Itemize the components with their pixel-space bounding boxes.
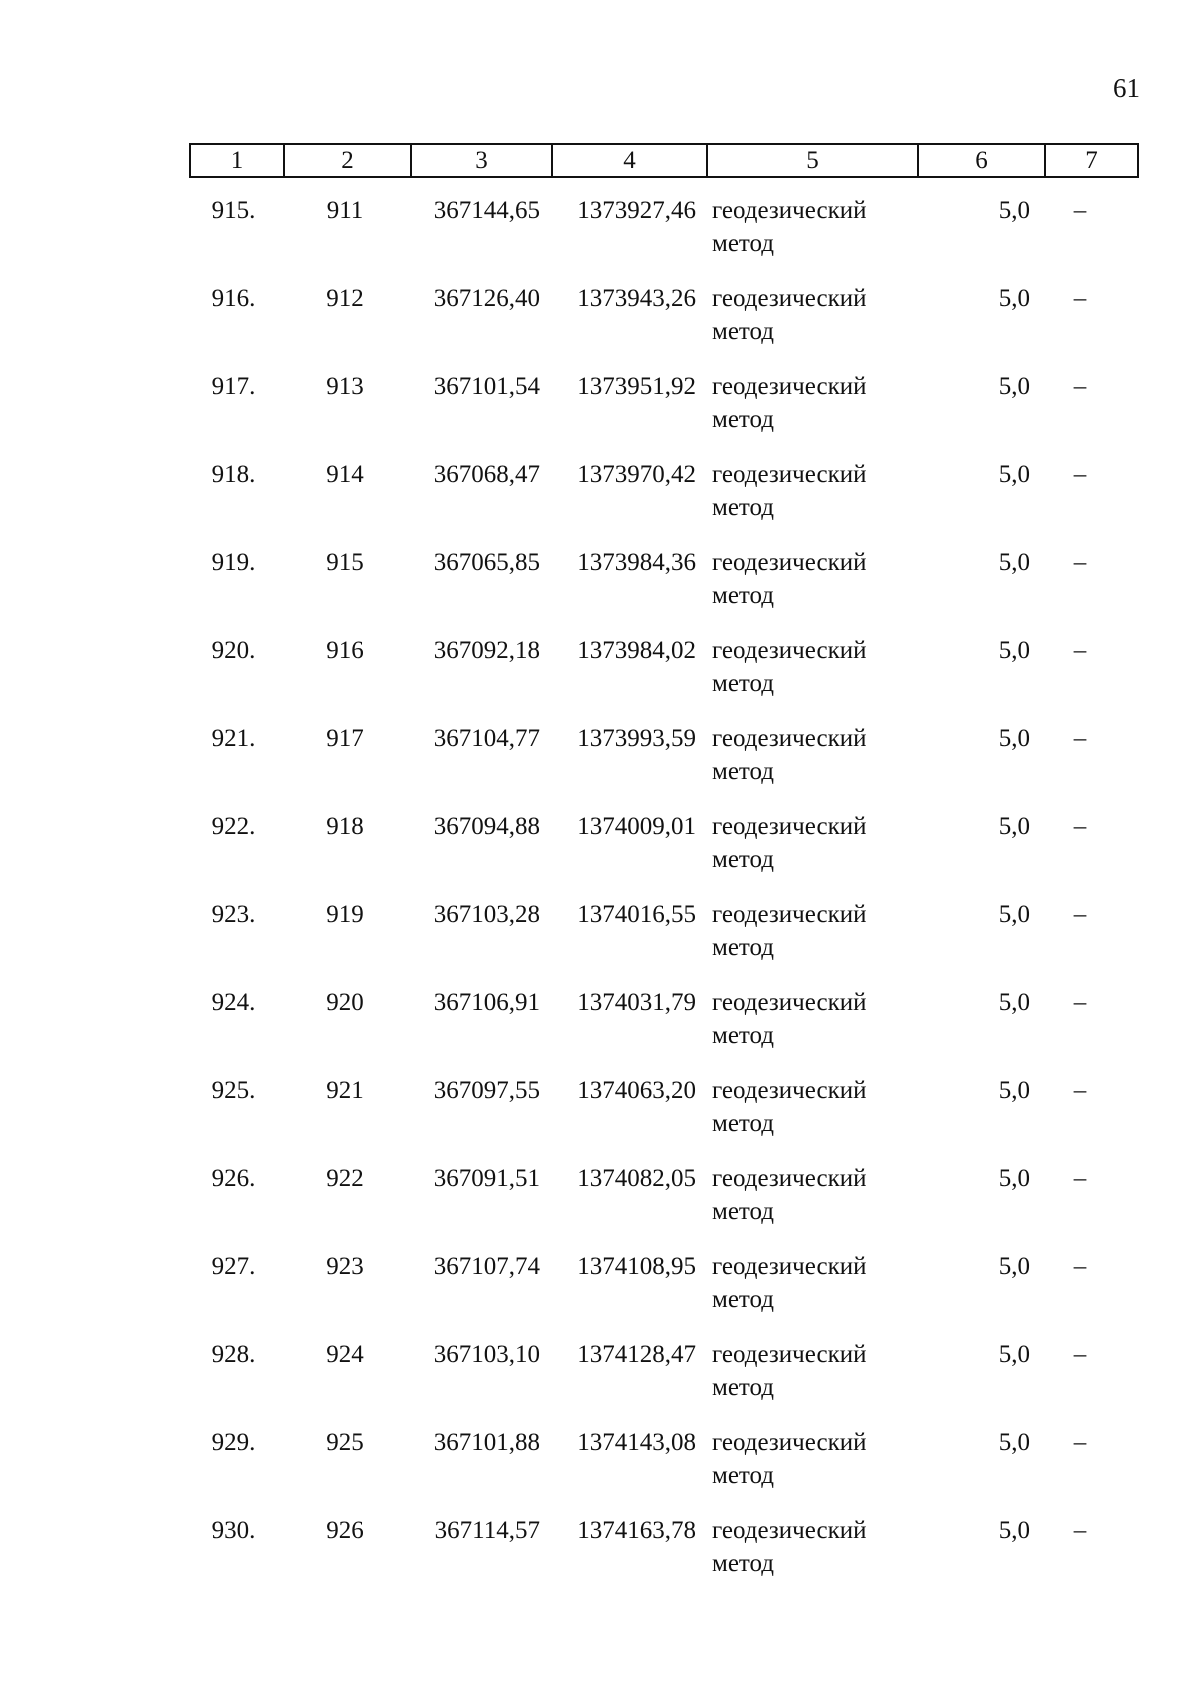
method bbox=[712, 986, 912, 1052]
row-number: 925. bbox=[211, 1077, 256, 1104]
note: – bbox=[1073, 1165, 1087, 1192]
method-line-2: метод bbox=[712, 1110, 775, 1137]
table-row bbox=[0, 810, 1200, 898]
table-row bbox=[0, 1338, 1200, 1426]
y-coordinate: 1374128,47 bbox=[577, 1341, 696, 1368]
method bbox=[712, 546, 912, 612]
x-coordinate: 367106,91 bbox=[433, 989, 540, 1016]
method-line-1: геодезический bbox=[712, 285, 867, 312]
y-coordinate: 1374009,01 bbox=[577, 813, 696, 840]
method bbox=[712, 1426, 912, 1492]
point-number: 918 bbox=[326, 813, 364, 840]
row-number: 921. bbox=[211, 725, 256, 752]
accuracy: 5,0 bbox=[998, 1077, 1030, 1104]
row-number: 922. bbox=[211, 813, 256, 840]
y-coordinate: 1374063,20 bbox=[577, 1077, 696, 1104]
point-number: 912 bbox=[326, 285, 364, 312]
method bbox=[712, 634, 912, 700]
accuracy: 5,0 bbox=[998, 989, 1030, 1016]
x-coordinate: 367101,88 bbox=[433, 1429, 540, 1456]
column-header-2: 2 bbox=[284, 144, 411, 177]
method bbox=[712, 810, 912, 876]
note: – bbox=[1073, 1077, 1087, 1104]
point-number: 923 bbox=[326, 1253, 364, 1280]
table-row bbox=[0, 1074, 1200, 1162]
method bbox=[712, 194, 912, 260]
y-coordinate: 1374143,08 bbox=[577, 1429, 696, 1456]
row-number: 923. bbox=[211, 901, 256, 928]
x-coordinate: 367107,74 bbox=[433, 1253, 540, 1280]
row-number: 916. bbox=[211, 285, 256, 312]
row-number: 917. bbox=[211, 373, 256, 400]
method bbox=[712, 282, 912, 348]
note: – bbox=[1073, 1253, 1087, 1280]
column-header-7: 7 bbox=[1045, 144, 1138, 177]
method-line-1: геодезический bbox=[712, 1165, 867, 1192]
method-line-1: геодезический bbox=[712, 989, 867, 1016]
y-coordinate: 1373984,36 bbox=[577, 549, 696, 576]
method-line-2: метод bbox=[712, 1550, 775, 1577]
method bbox=[712, 722, 912, 788]
column-header-1: 1 bbox=[190, 144, 284, 177]
note: – bbox=[1073, 1517, 1087, 1544]
table-row bbox=[0, 1514, 1200, 1602]
table-row bbox=[0, 634, 1200, 722]
page-number: 61 bbox=[1113, 73, 1140, 103]
note: – bbox=[1073, 637, 1087, 664]
table-row bbox=[0, 1426, 1200, 1514]
method-line-1: геодезический bbox=[712, 813, 867, 840]
note: – bbox=[1073, 549, 1087, 576]
table-row bbox=[0, 194, 1200, 282]
note: – bbox=[1073, 373, 1087, 400]
accuracy: 5,0 bbox=[998, 725, 1030, 752]
row-number: 920. bbox=[211, 637, 256, 664]
accuracy: 5,0 bbox=[998, 1429, 1030, 1456]
method bbox=[712, 1250, 912, 1316]
accuracy: 5,0 bbox=[998, 549, 1030, 576]
table-row bbox=[0, 898, 1200, 986]
x-coordinate: 367092,18 bbox=[433, 637, 540, 664]
y-coordinate: 1374031,79 bbox=[577, 989, 696, 1016]
point-number: 911 bbox=[326, 197, 364, 224]
y-coordinate: 1374082,05 bbox=[577, 1165, 696, 1192]
method-line-2: метод bbox=[712, 1198, 775, 1225]
method-line-2: метод bbox=[712, 318, 775, 345]
point-number: 924 bbox=[326, 1341, 364, 1368]
method-line-1: геодезический bbox=[712, 461, 867, 488]
method-line-2: метод bbox=[712, 494, 775, 521]
y-coordinate: 1373927,46 bbox=[577, 197, 696, 224]
note: – bbox=[1073, 285, 1087, 312]
method-line-2: метод bbox=[712, 582, 775, 609]
column-header-5: 5 bbox=[707, 144, 918, 177]
note: – bbox=[1073, 989, 1087, 1016]
table-row bbox=[0, 1162, 1200, 1250]
point-number: 926 bbox=[326, 1517, 364, 1544]
row-number: 930. bbox=[211, 1517, 256, 1544]
row-number: 919. bbox=[211, 549, 256, 576]
method-line-1: геодезический bbox=[712, 1253, 867, 1280]
method bbox=[712, 1162, 912, 1228]
row-number: 924. bbox=[211, 989, 256, 1016]
method-line-1: геодезический bbox=[712, 1077, 867, 1104]
point-number: 922 bbox=[326, 1165, 364, 1192]
x-coordinate: 367091,51 bbox=[433, 1165, 540, 1192]
note: – bbox=[1073, 197, 1087, 224]
accuracy: 5,0 bbox=[998, 901, 1030, 928]
method bbox=[712, 1338, 912, 1404]
y-coordinate: 1373970,42 bbox=[577, 461, 696, 488]
point-number: 915 bbox=[326, 549, 364, 576]
y-coordinate: 1373993,59 bbox=[577, 725, 696, 752]
method-line-1: геодезический bbox=[712, 1341, 867, 1368]
accuracy: 5,0 bbox=[998, 197, 1030, 224]
accuracy: 5,0 bbox=[998, 637, 1030, 664]
x-coordinate: 367094,88 bbox=[433, 813, 540, 840]
x-coordinate: 367068,47 bbox=[433, 461, 540, 488]
note: – bbox=[1073, 813, 1087, 840]
column-header-3: 3 bbox=[411, 144, 552, 177]
accuracy: 5,0 bbox=[998, 1165, 1030, 1192]
method-line-2: метод bbox=[712, 934, 775, 961]
point-number: 925 bbox=[326, 1429, 364, 1456]
x-coordinate: 367103,10 bbox=[433, 1341, 540, 1368]
table-row bbox=[0, 458, 1200, 546]
table-row bbox=[0, 546, 1200, 634]
row-number: 929. bbox=[211, 1429, 256, 1456]
note: – bbox=[1073, 1341, 1087, 1368]
method-line-2: метод bbox=[712, 1286, 775, 1313]
method-line-1: геодезический bbox=[712, 373, 867, 400]
accuracy: 5,0 bbox=[998, 461, 1030, 488]
accuracy: 5,0 bbox=[998, 373, 1030, 400]
table-row bbox=[0, 282, 1200, 370]
table-row bbox=[0, 722, 1200, 810]
method bbox=[712, 898, 912, 964]
note: – bbox=[1073, 1429, 1087, 1456]
method-line-2: метод bbox=[712, 1022, 775, 1049]
table-row bbox=[0, 986, 1200, 1074]
x-coordinate: 367097,55 bbox=[433, 1077, 540, 1104]
point-number: 914 bbox=[326, 461, 364, 488]
row-number: 915. bbox=[211, 197, 256, 224]
y-coordinate: 1374016,55 bbox=[577, 901, 696, 928]
method-line-1: геодезический bbox=[712, 725, 867, 752]
row-number: 928. bbox=[211, 1341, 256, 1368]
table-row bbox=[0, 370, 1200, 458]
point-number: 913 bbox=[326, 373, 364, 400]
column-header-table bbox=[189, 143, 1139, 178]
x-coordinate: 367144,65 bbox=[433, 197, 540, 224]
note: – bbox=[1073, 461, 1087, 488]
row-number: 927. bbox=[211, 1253, 256, 1280]
method-line-1: геодезический bbox=[712, 549, 867, 576]
method-line-2: метод bbox=[712, 670, 775, 697]
y-coordinate: 1373984,02 bbox=[577, 637, 696, 664]
note: – bbox=[1073, 901, 1087, 928]
point-number: 917 bbox=[326, 725, 364, 752]
method-line-1: геодезический bbox=[712, 197, 867, 224]
method bbox=[712, 458, 912, 524]
method-line-2: метод bbox=[712, 1374, 775, 1401]
column-header-row bbox=[190, 144, 1138, 177]
method-line-2: метод bbox=[712, 758, 775, 785]
y-coordinate: 1373943,26 bbox=[577, 285, 696, 312]
method bbox=[712, 1514, 912, 1580]
x-coordinate: 367104,77 bbox=[433, 725, 540, 752]
table-body bbox=[0, 194, 1200, 1602]
x-coordinate: 367103,28 bbox=[433, 901, 540, 928]
method-line-2: метод bbox=[712, 1462, 775, 1489]
accuracy: 5,0 bbox=[998, 1253, 1030, 1280]
method-line-1: геодезический bbox=[712, 637, 867, 664]
method-line-1: геодезический bbox=[712, 1429, 867, 1456]
column-header-4: 4 bbox=[552, 144, 707, 177]
row-number: 926. bbox=[211, 1165, 256, 1192]
y-coordinate: 1374108,95 bbox=[577, 1253, 696, 1280]
method-line-2: метод bbox=[712, 230, 775, 257]
x-coordinate: 367065,85 bbox=[433, 549, 540, 576]
method-line-1: геодезический bbox=[712, 1517, 867, 1544]
method-line-1: геодезический bbox=[712, 901, 867, 928]
point-number: 920 bbox=[326, 989, 364, 1016]
accuracy: 5,0 bbox=[998, 285, 1030, 312]
point-number: 921 bbox=[326, 1077, 364, 1104]
accuracy: 5,0 bbox=[998, 1517, 1030, 1544]
y-coordinate: 1374163,78 bbox=[577, 1517, 696, 1544]
note: – bbox=[1073, 725, 1087, 752]
x-coordinate: 367126,40 bbox=[433, 285, 540, 312]
point-number: 919 bbox=[326, 901, 364, 928]
y-coordinate: 1373951,92 bbox=[577, 373, 696, 400]
x-coordinate: 367114,57 bbox=[434, 1517, 540, 1544]
method-line-2: метод bbox=[712, 846, 775, 873]
accuracy: 5,0 bbox=[998, 1341, 1030, 1368]
point-number: 916 bbox=[326, 637, 364, 664]
method bbox=[712, 370, 912, 436]
accuracy: 5,0 bbox=[998, 813, 1030, 840]
table-row bbox=[0, 1250, 1200, 1338]
x-coordinate: 367101,54 bbox=[433, 373, 540, 400]
column-header-6: 6 bbox=[918, 144, 1045, 177]
row-number: 918. bbox=[211, 461, 256, 488]
method-line-2: метод bbox=[712, 406, 775, 433]
method bbox=[712, 1074, 912, 1140]
